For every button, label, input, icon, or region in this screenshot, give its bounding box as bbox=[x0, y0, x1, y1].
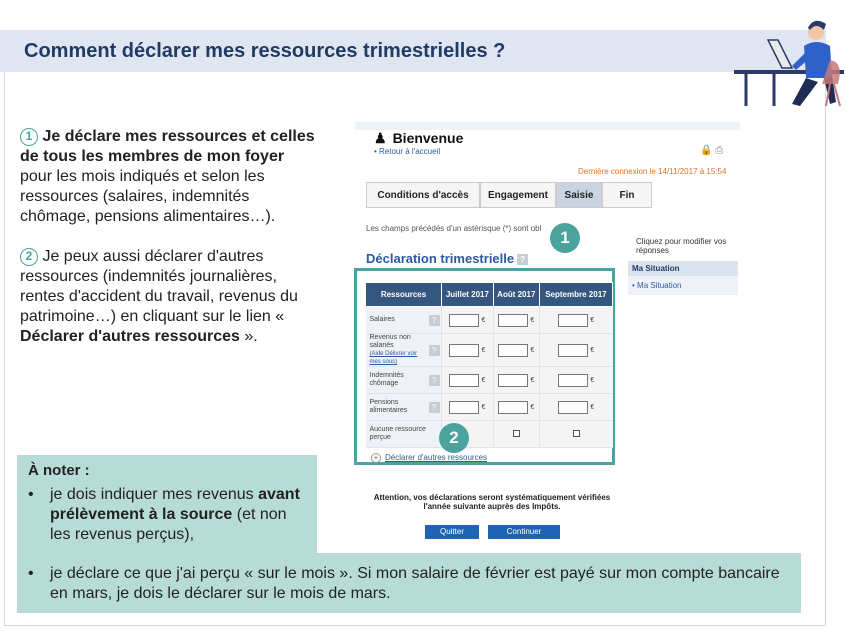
note-title: À noter : bbox=[28, 462, 90, 479]
euro-unit: € bbox=[481, 376, 486, 384]
resources-table bbox=[365, 282, 613, 448]
badge-1: 1 bbox=[550, 223, 580, 253]
other-resources-text[interactable]: Déclarer d'autres ressources bbox=[385, 453, 488, 462]
amount-input[interactable] bbox=[449, 314, 479, 327]
instruction-2-bold: Déclarer d'autres ressources bbox=[20, 328, 240, 345]
welcome-heading bbox=[374, 130, 463, 147]
col-ressources: Ressources bbox=[366, 283, 442, 307]
form-topbar bbox=[355, 122, 740, 130]
bullet-dot-icon: • bbox=[28, 565, 34, 582]
declaration-title-text: Déclaration trimestrielle bbox=[366, 251, 515, 266]
amount-input[interactable] bbox=[449, 401, 479, 414]
continue-button[interactable]: Continuer bbox=[488, 525, 560, 539]
side-situation-header: Ma Situation bbox=[628, 261, 738, 276]
step-number-2: 2 bbox=[20, 248, 38, 266]
verification-warning: Attention, vos déclarations seront systématiquement vérifiées l'année suivante auprès des Impôts. bbox=[373, 493, 611, 511]
welcome-text: Bienvenue bbox=[392, 130, 464, 146]
note-bullet-2-text: je déclare ce que j'ai perçu « sur le mois ». Si mon salaire de février est payé sur mon compte bancaire en mars, je dois le déclarer sur le mois de mars. bbox=[50, 565, 780, 602]
quit-button[interactable]: Quitter bbox=[425, 525, 479, 539]
euro-unit: € bbox=[530, 376, 535, 384]
cell bbox=[539, 394, 612, 421]
required-fields-note: Les champs précédés d'un astérisque (*) sont obl bbox=[366, 224, 542, 233]
table-row bbox=[366, 367, 613, 394]
euro-unit: € bbox=[530, 346, 535, 354]
euro-unit: € bbox=[590, 376, 595, 384]
cell bbox=[442, 307, 494, 334]
instruction-2 bbox=[20, 247, 316, 347]
instruction-2-end: ». bbox=[239, 328, 258, 345]
instructions bbox=[20, 127, 316, 367]
no-income-checkbox[interactable] bbox=[513, 430, 520, 437]
instruction-2-text: Je peux aussi déclarer d'autres ressources (indemnités journalières, rentes d'accident du travail, revenus du patrimoine…) en cliquant sur le lien « bbox=[20, 248, 298, 325]
side-panel bbox=[628, 237, 738, 295]
row-label: Aucune ressource perçue bbox=[366, 421, 442, 448]
top-icons bbox=[700, 145, 723, 156]
cell bbox=[493, 334, 539, 367]
euro-unit: € bbox=[481, 346, 486, 354]
note-bullet-1-bold: avant prélèvement à la source bbox=[50, 486, 300, 523]
amount-input[interactable] bbox=[558, 314, 588, 327]
cell bbox=[493, 394, 539, 421]
instruction-1 bbox=[20, 127, 316, 227]
other-resources-link[interactable] bbox=[371, 453, 487, 463]
row-sublink[interactable]: (Aide Délivrer voir mes sous) bbox=[369, 351, 418, 365]
row-help bbox=[426, 394, 442, 421]
euro-unit: € bbox=[590, 346, 595, 354]
table-row bbox=[366, 334, 613, 367]
side-help-text: Cliquez pour modifier vos réponses bbox=[636, 237, 727, 255]
amount-input[interactable] bbox=[558, 401, 588, 414]
amount-input[interactable] bbox=[498, 314, 528, 327]
amount-input[interactable] bbox=[498, 374, 528, 387]
help-icon[interactable]: ? bbox=[429, 375, 440, 386]
col-aout: Août 2017 bbox=[493, 283, 539, 307]
last-connection: Dernière connexion le 14/11/2017 à 15:54 bbox=[578, 167, 727, 176]
no-income-checkbox[interactable] bbox=[573, 430, 580, 437]
cell bbox=[493, 421, 539, 448]
row-help bbox=[426, 367, 442, 394]
instruction-1-text: pour les mois indiqués et selon les ressources (salaires, indemnités chômage, pensions alimentaires…). bbox=[20, 168, 276, 225]
cell bbox=[442, 394, 494, 421]
help-icon[interactable]: ? bbox=[429, 315, 440, 326]
note-bullet-1-pre: je dois indiquer mes revenus bbox=[50, 486, 259, 503]
lock-icon[interactable]: 🔒 bbox=[700, 145, 713, 156]
cell bbox=[539, 367, 612, 394]
cell bbox=[442, 334, 494, 367]
note-bullet-1-post: (et non les revenus perçus), bbox=[50, 506, 287, 543]
table-header-row bbox=[366, 283, 613, 307]
cell bbox=[442, 367, 494, 394]
step-conditions[interactable]: Conditions d'accès bbox=[366, 182, 480, 208]
row-help bbox=[426, 334, 442, 367]
plus-icon: + bbox=[371, 453, 381, 463]
amount-input[interactable] bbox=[498, 401, 528, 414]
help-icon[interactable]: ? bbox=[517, 254, 528, 265]
euro-unit: € bbox=[590, 316, 595, 324]
euro-unit: € bbox=[590, 403, 595, 411]
row-help bbox=[426, 307, 442, 334]
row-label: Indemnités chômage bbox=[366, 367, 426, 394]
declaration-title bbox=[366, 251, 528, 266]
table-row bbox=[366, 394, 613, 421]
instruction-1-bold: Je déclare mes ressources et celles de tous les membres de mon foyer bbox=[20, 128, 315, 165]
amount-input[interactable] bbox=[558, 374, 588, 387]
row-label-text: Revenus non salariés bbox=[369, 334, 411, 349]
cell bbox=[493, 307, 539, 334]
step-number-1: 1 bbox=[20, 128, 38, 146]
page-title: Comment déclarer mes ressources trimestrielles ? bbox=[24, 40, 506, 62]
cell bbox=[539, 421, 612, 448]
back-home-link[interactable]: • Retour à l'accueil bbox=[374, 147, 441, 156]
col-septembre: Septembre 2017 bbox=[539, 283, 612, 307]
cell bbox=[539, 334, 612, 367]
help-icon[interactable]: ? bbox=[429, 402, 440, 413]
amount-input[interactable] bbox=[449, 374, 479, 387]
bullet-dot-icon: • bbox=[28, 486, 34, 503]
row-label: Salaires bbox=[366, 307, 426, 334]
side-situation-link[interactable]: • Ma Situation bbox=[628, 276, 738, 295]
table-row bbox=[366, 307, 613, 334]
step-saisie[interactable]: Saisie bbox=[556, 182, 602, 208]
person-at-desk-illustration bbox=[734, 12, 844, 108]
euro-unit: € bbox=[530, 403, 535, 411]
row-label bbox=[366, 334, 426, 367]
amount-input[interactable] bbox=[558, 344, 588, 357]
table-row bbox=[366, 421, 613, 448]
cell bbox=[539, 307, 612, 334]
badge-2: 2 bbox=[439, 423, 469, 453]
amount-input[interactable] bbox=[498, 344, 528, 357]
euro-unit: € bbox=[481, 403, 486, 411]
col-juillet: Juillet 2017 bbox=[442, 283, 494, 307]
user-icon: ♟ bbox=[374, 130, 387, 146]
step-fin[interactable]: Fin bbox=[602, 182, 652, 208]
step-engagement[interactable]: Engagement bbox=[480, 182, 556, 208]
print-icon[interactable]: ⎙ bbox=[715, 145, 724, 156]
euro-unit: € bbox=[481, 316, 486, 324]
note-bullet-1 bbox=[28, 485, 310, 545]
euro-unit: € bbox=[530, 316, 535, 324]
note-bullet-2 bbox=[28, 564, 788, 604]
row-label: Pensions alimentaires bbox=[366, 394, 426, 421]
cell bbox=[493, 367, 539, 394]
help-icon[interactable]: ? bbox=[429, 345, 440, 356]
amount-input[interactable] bbox=[449, 344, 479, 357]
